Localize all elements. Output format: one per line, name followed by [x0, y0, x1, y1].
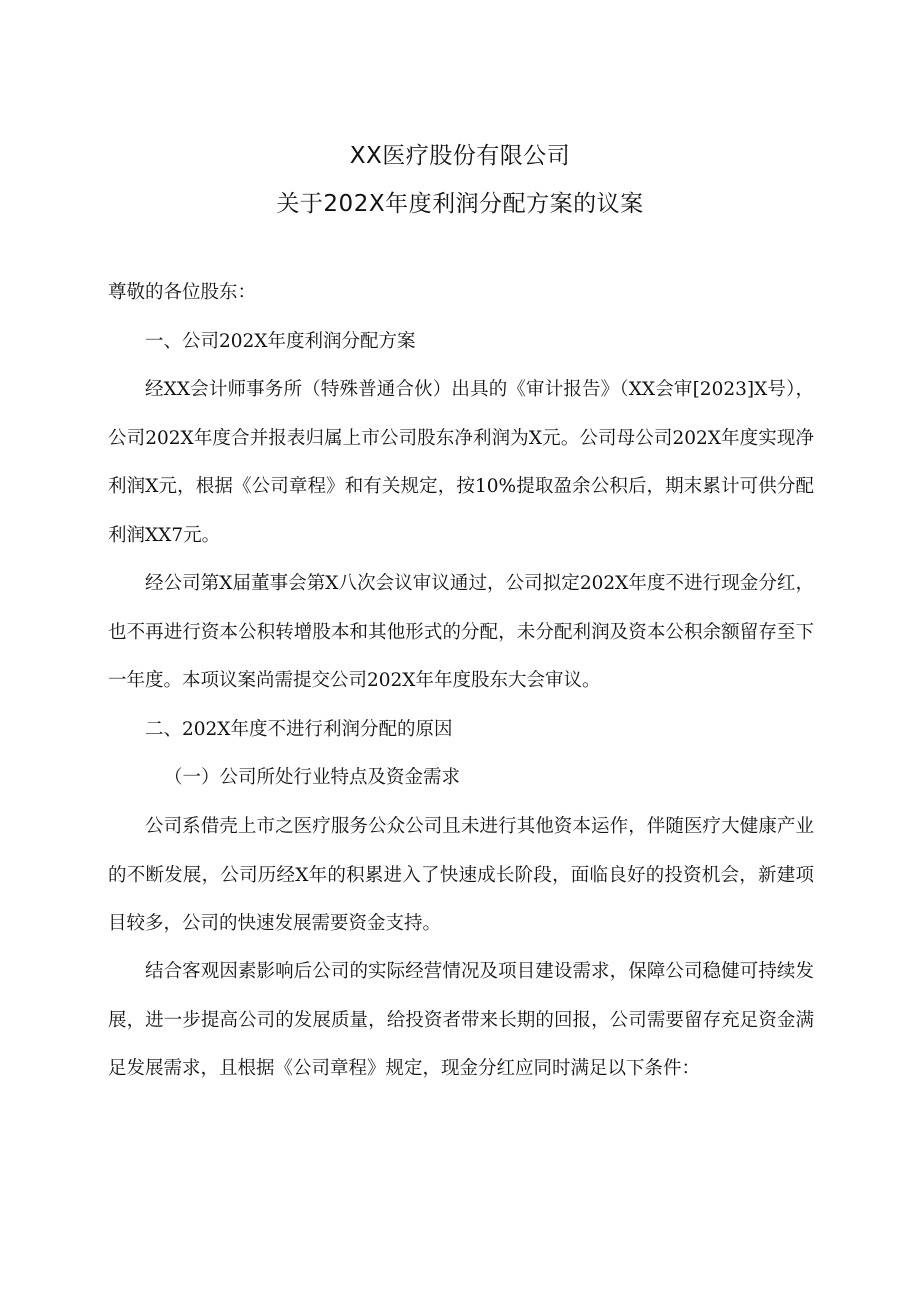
greeting: 尊敬的各位股东： [108, 282, 257, 303]
document-title-proposal: 关于202X年度利润分配方案的议案 [276, 191, 644, 217]
paragraph-capital-needs: 结合客观因素影响后公司的实际经营情况及项目建设需求，保障公司稳健可持续发展，进一步提高公司的发展质量，给投资者带来长期的回报，公司需要留存充足资金满足发展需求，且根据《公司章程》规定，现金分红应同时满足以下条件： [108, 961, 814, 1079]
paragraph-board-resolution: 经公司第X届董事会第X八次会议审议通过，公司拟定202X年度不进行现金分红，也不再进行资本公积转增股本和其他形式的分配，未分配利润及资本公积余额留存至下一年度。本项议案尚需提交公司202X年年度股东大会审议。 [108, 573, 814, 691]
section-2-heading: 二、202X年度不进行利润分配的原因 [145, 719, 453, 740]
paragraph-audit-report: 经XX会计师事务所（特殊普通合伙）出具的《审计报告》（XX会审[2023]X号），公司202X年度合并报表归属上市公司股东净利润为X元。公司母公司202X年度实现净利润X元，根据《公司章程》和有关规定，按10%提取盈余公积后，期末累计可供分配利润XX7元。 [108, 379, 814, 546]
section-1-heading: 一、公司202X年度利润分配方案 [145, 331, 416, 352]
paragraph-industry-features: 公司系借壳上市之医疗服务公众公司且未进行其他资本运作，伴随医疗大健康产业的不断发展，公司历经X年的积累进入了快速成长阶段，面临良好的投资机会，新建项目较多，公司的快速发展需要资金支持。 [108, 816, 814, 934]
document-title-company: XX医疗股份有限公司 [349, 143, 571, 169]
subsection-1-heading: （一）公司所处行业特点及资金需求 [164, 767, 461, 788]
